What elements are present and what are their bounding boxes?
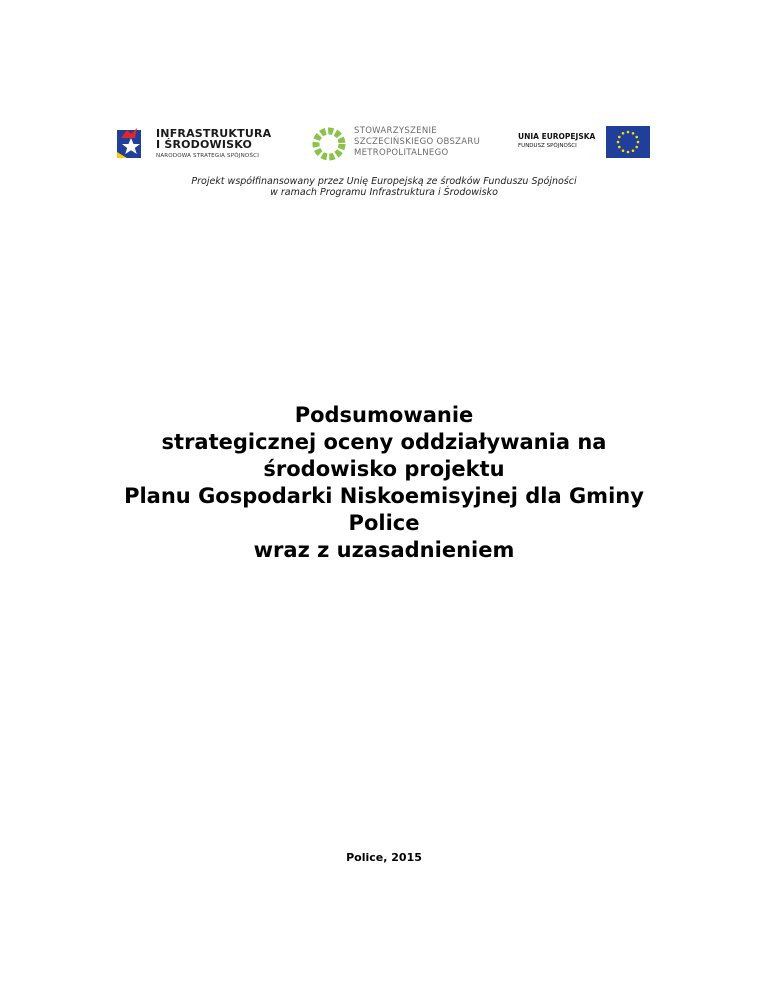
ue-logo <box>518 124 650 164</box>
infrastruktura-line2: I ŚRODOWISKO <box>156 138 253 151</box>
title-line1: Podsumowanie <box>294 403 474 427</box>
green-ring-icon <box>310 125 348 163</box>
ssom-line3: METROPOLITALNEGO <box>354 148 449 158</box>
logo-bar <box>0 124 768 164</box>
title-line2: strategicznej oceny oddziaływania na <box>161 430 607 454</box>
ue-line1: UNIA EUROPEJSKA <box>518 132 596 141</box>
title-line5: Police <box>348 511 420 535</box>
funding-line1: Projekt współfinansowany przez Unię Europejską ze środków Funduszu Spójności <box>191 176 577 187</box>
title-line6: wraz z uzasadnieniem <box>253 538 515 562</box>
infrastruktura-line3: NARODOWA STRATEGIA SPÓJNOŚCI <box>156 153 260 159</box>
infrastruktura-logo <box>113 124 273 164</box>
ssom-line2: SZCZECIŃSKIEGO OBSZARU <box>354 137 481 147</box>
star-emblem-icon <box>113 124 151 162</box>
eu-flag-icon <box>606 126 650 158</box>
ue-text <box>518 132 595 151</box>
ssom-logo <box>310 124 480 164</box>
title-line4: Planu Gospodarki Niskoemisyjnej dla Gminy <box>124 484 644 508</box>
ssom-text <box>354 126 480 159</box>
document-title <box>0 402 768 564</box>
ue-line2: FUNDUSZ SPÓJNOŚCI <box>518 143 577 149</box>
ssom-line1: STOWARZYSZENIE <box>354 126 437 136</box>
title-line3: środowisko projektu <box>263 457 505 481</box>
infrastruktura-line1: INFRASTRUKTURA <box>156 127 272 140</box>
funding-note <box>0 176 768 198</box>
place-date: Police, 2015 <box>346 851 422 864</box>
infrastruktura-text <box>156 128 271 160</box>
funding-line2: w ramach Programu Infrastruktura i Środowisko <box>270 187 498 198</box>
